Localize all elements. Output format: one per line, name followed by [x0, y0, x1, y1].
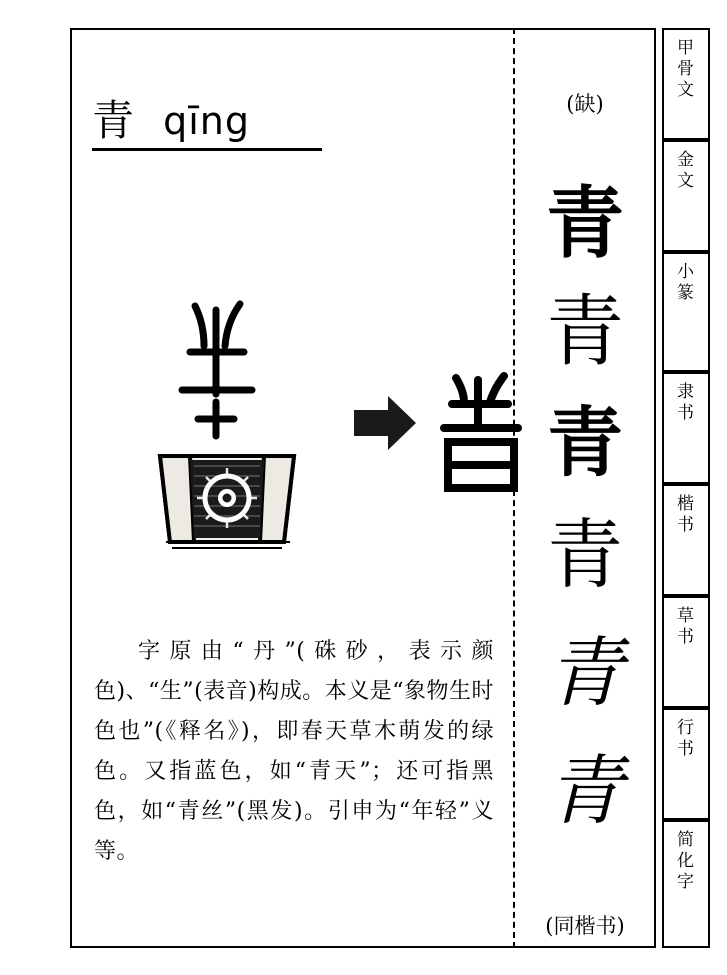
tab-xingshu-char-1: 书 — [677, 739, 695, 759]
tab-xiaozhuan-char-1: 篆 — [677, 283, 695, 303]
evolution-glyph-kaishu: 青 — [547, 510, 623, 599]
left-panel — [72, 30, 513, 946]
tab-lishu-char-0: 隶 — [677, 382, 695, 402]
tab-jiaguwen-char-1: 骨 — [677, 59, 695, 79]
illustration-area — [92, 280, 512, 570]
tab-caoshu[interactable] — [662, 596, 710, 708]
tab-kaishu-char-0: 楷 — [677, 494, 695, 514]
tab-jiaguwen-char-0: 甲 — [677, 38, 695, 58]
tab-xiaozhuan-char-0: 小 — [677, 262, 695, 282]
tab-jiaguwen-char-2: 文 — [677, 80, 695, 100]
script-tab-strip — [662, 28, 710, 948]
tab-jianhuazi-char-0: 简 — [677, 830, 695, 850]
headword-pinyin: qīng — [163, 99, 250, 143]
evolution-column — [515, 30, 655, 946]
tab-xingshu-char-0: 行 — [677, 718, 695, 738]
tab-jinwen[interactable] — [662, 140, 710, 252]
tab-lishu[interactable] — [662, 372, 710, 484]
cinnabar-well-with-sprout-icon — [132, 290, 322, 560]
evolution-glyph-xiaozhuan: 青 — [545, 287, 624, 377]
tab-xingshu[interactable] — [662, 708, 710, 820]
evolution-glyph-xingshu: 青 — [547, 746, 623, 835]
tab-jiaguwen[interactable] — [662, 28, 710, 140]
same-as-kaishu-note: (同楷书) — [545, 914, 625, 938]
evolution-glyph-lishu: 青 — [547, 398, 623, 487]
tab-kaishu-char-1: 书 — [677, 515, 695, 535]
tab-kaishu[interactable] — [662, 484, 710, 596]
tab-jianhuazi-char-1: 化 — [677, 851, 695, 871]
headword-block — [92, 96, 322, 151]
tab-jinwen-char-1: 文 — [677, 171, 695, 191]
tab-caoshu-char-1: 书 — [677, 627, 695, 647]
tab-jianhuazi[interactable] — [662, 820, 710, 948]
tab-jinwen-char-0: 金 — [677, 150, 695, 170]
tab-jianhuazi-char-2: 字 — [677, 872, 695, 892]
tab-caoshu-char-0: 草 — [677, 606, 695, 626]
headword-character: 青 — [92, 96, 137, 145]
evolution-arrow-icon — [350, 388, 420, 458]
tab-xiaozhuan[interactable] — [662, 252, 710, 372]
evolution-glyph-jinwen: 青 — [545, 178, 624, 269]
explanation-text: 字原由“丹”(硃砂，表示颜色)、“生”(表音)构成。本义是“象物生时色也”(《释名》)，即春天草木萌发的绿色。又指蓝色，如“青天”；还可指黑色，如“青丝”(黑发)。引申为“年轻”义等。 — [94, 639, 494, 864]
tab-lishu-char-1: 书 — [677, 403, 695, 423]
evolution-glyph-caoshu: 青 — [547, 628, 623, 717]
missing-note: (缺) — [566, 92, 604, 116]
